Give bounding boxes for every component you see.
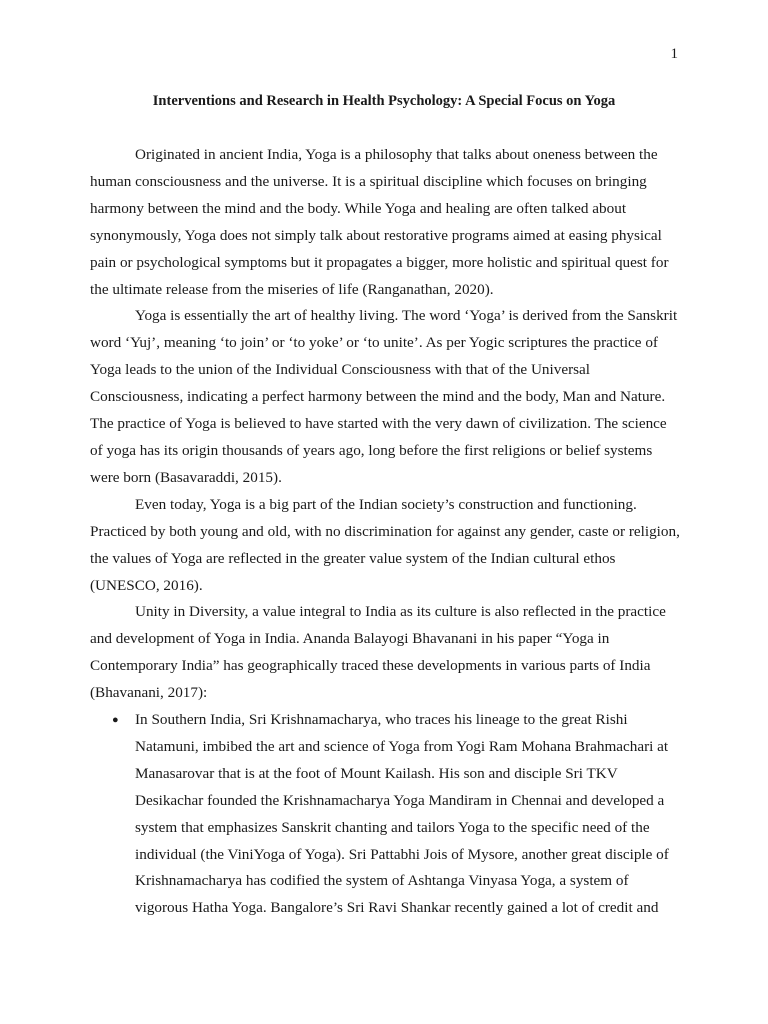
document-body <box>90 142 680 922</box>
paragraph-1: Originated in ancient India, Yoga is a philosophy that talks about oneness between the human consciousness and the universe. It is a spiritual discipline which focuses on bringing harmony between the mind and the body. While Yoga and healing are often talked about synonymously, Yoga does not simply talk about restorative programs aimed at easing physical pain or psychological symptoms but it propagates a bigger, more holistic and spiritual quest for the ultimate release from the miseries of life (Ranganathan, 2020). <box>90 146 669 298</box>
paragraph-3: Even today, Yoga is a big part of the Indian society’s construction and functioning. Practiced by both young and old, with no discrimination for against any gender, caste or religion, the values of Yoga are reflected in the greater value system of the Indian cultural ethos (UNESCO, 2016). <box>90 495 680 594</box>
paragraph-4: Unity in Diversity, a value integral to India as its culture is also reflected in the practice and development of Yoga in India. Ananda Balayogi Bhavanani in his paper “Yoga in Contemporary India” has geographically traced these developments in various parts of India (Bhavanani, 2017): <box>90 603 666 702</box>
paragraph-2: Yoga is essentially the art of healthy living. The word ‘Yoga’ is derived from the Sanskrit word ‘Yuj’, meaning ‘to join’ or ‘to yoke’ or ‘to unite’. As per Yogic scriptures the practice of Yoga leads to the union of the Individual Consciousness with that of the Universal Consciousness, indicating a perfect harmony between the mind and the body, Man and Nature. The practice of Yoga is believed to have started with the very dawn of civilization. The science of yoga has its origin thousands of years ago, long before the first religions or belief systems were born (Basavaraddi, 2015). <box>90 307 678 486</box>
document-title: Interventions and Research in Health Psychology: A Special Focus on Yoga <box>152 93 616 109</box>
page-number: 1 <box>670 46 678 62</box>
bullet-list <box>90 707 680 922</box>
bullet-icon: ● <box>112 714 119 727</box>
bullet-item <box>90 707 680 922</box>
bullet-text: In Southern India, Sri Krishnamacharya, who traces his lineage to the great Rishi Natamuni, imbibed the art and science of Yoga from Yogi Ram Mohana Brahmachari at Manasarovar that is at the foot of Mount Kailash. His son and disciple Sri TKV Desikachar founded the Krishnamacharya Yoga Mandiram in Chennai and developed a system that emphasizes Sanskrit chanting and tailors Yoga to the specific need of the individual (the ViniYoga of Yoga). Sri Pattabhi Jois of Mysore, another great disciple of Krishnamacharya has codified the system of Ashtanga Vinyasa Yoga, a system of vigorous Hatha Yoga. Bangalore’s Sri Ravi Shankar recently gained a lot of credit and <box>135 711 669 917</box>
